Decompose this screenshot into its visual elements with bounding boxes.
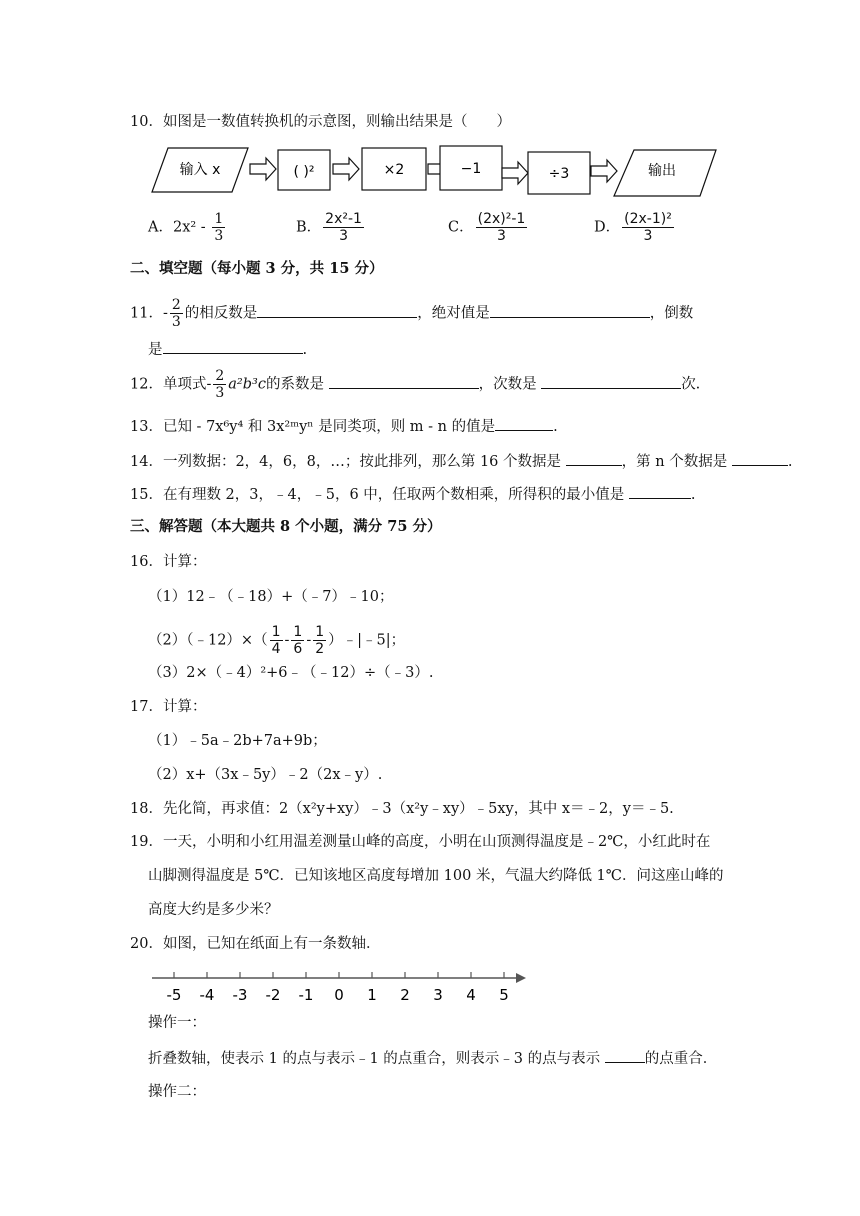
q17-part2: （2）x+（3x﹣5y）﹣2（2x﹣y）.	[148, 767, 383, 783]
number-line-tick-label: 4	[466, 986, 476, 1004]
q20-answer[interactable]	[605, 1048, 645, 1063]
number-line-arrow-icon	[516, 973, 526, 983]
q20-op1-line: 折叠数轴，使表示 1 的点与表示﹣1 的点重合，则表示﹣3 的点与表示 的点重合．	[148, 1048, 717, 1069]
div3-label: ÷3	[548, 166, 570, 182]
output-label: 输出	[648, 163, 676, 179]
q16-stem: 16．计算：	[130, 554, 207, 570]
number-line-tick-label: 0	[334, 986, 344, 1004]
q10-option-c: C． $\frac{\text{(2x)²-1}}{3}$	[448, 211, 526, 244]
q20-stem: 20．如图，已知在纸面上有一条数轴．	[130, 936, 381, 952]
q16-part3: （3）2×（﹣4）²+6﹣（﹣12）÷（﹣3）.	[148, 665, 434, 681]
q19-line2: 山脚测得温度是 5℃．已知该地区高度每增加 100 米，气温大约降低 1℃．问这座山峰的	[148, 868, 724, 884]
q14-line: 14．一列数据：2，4，6，8，…；按此排列，那么第 16 个数据是 ，第 n 个数据是 .	[130, 451, 792, 472]
q10-option-a: A．2x² - $\frac{1}{3}$	[148, 211, 224, 244]
q15-line: 15．在有理数 2，3，﹣4，﹣5，6 中，任取两个数相乘，所得积的最小值是 .	[130, 484, 696, 505]
number-line-tick-label: 3	[433, 986, 443, 1004]
q12-line: 12．单项式- $\frac{2}{3}$ a²b³c的系数是 ，次数是 次.	[130, 368, 701, 401]
q11-answer-3[interactable]	[163, 339, 303, 354]
q20-op2-title: 操作二：	[148, 1084, 206, 1100]
minus1-label: −1	[460, 161, 482, 177]
number-line-tick-label: 5	[499, 986, 509, 1004]
q10-option-b: B． $\frac{\text{2x²-1}}{3}$	[296, 211, 362, 244]
q12-answer-coef[interactable]	[329, 374, 479, 389]
q11-answer-1[interactable]	[257, 303, 417, 318]
q16-part1: （1）12﹣（﹣18）+（﹣7）﹣10；	[148, 589, 394, 605]
q10-stem: 10．如图是一数值转换机的示意图，则输出结果是（ ）	[130, 114, 511, 130]
q13-line: 13．已知 - 7x⁶y⁴ 和 3x²ᵐyⁿ 是同类项，则 m - n 的值是 .	[130, 416, 558, 437]
q18-line: 18．先化简，再求值：2（x²y+xy）﹣3（x²y﹣xy）﹣5xy，其中 x＝﹣2，y＝﹣5.	[130, 801, 674, 817]
number-line-tick-label: -5	[166, 986, 182, 1004]
q13-answer[interactable]	[495, 416, 553, 431]
input-label: 输入 x	[179, 162, 221, 178]
q20-op1-title: 操作一：	[148, 1015, 206, 1031]
square-label: ( )²	[293, 164, 315, 180]
q11-line1: 11．- $\frac{2}{3}$ 的相反数是 ，绝对值是 ，倒数	[130, 297, 694, 330]
q14-answer-1[interactable]	[566, 451, 622, 466]
number-line-tick-label: -3	[232, 986, 248, 1004]
q15-answer[interactable]	[629, 484, 691, 499]
section2-title: 二、填空题（每小题 3 分，共 15 分）	[130, 260, 384, 277]
q16-part2: （2）（﹣12）×（ $\frac{1}{4}$ - $\frac{1}{6}$ - $\frac{1}{2}$ ）﹣|﹣5|；	[148, 624, 406, 657]
q19-line1: 19．一天，小明和小红用温差测量山峰的高度，小明在山顶测得温度是﹣2℃，小红此时在	[130, 834, 711, 850]
q11-answer-2[interactable]	[490, 303, 650, 318]
q17-part1: （1）﹣5a﹣2b+7a+9b；	[148, 733, 327, 749]
q19-line3: 高度大约是多少米？	[148, 902, 279, 918]
number-line	[148, 966, 528, 1008]
number-line-tick-label: -1	[298, 986, 314, 1004]
number-line-tick-label: -2	[265, 986, 281, 1004]
q14-answer-2[interactable]	[732, 451, 788, 466]
q11-line2: 是 .	[148, 339, 307, 360]
number-line-tick-label: 2	[400, 986, 410, 1004]
conversion-flowchart	[150, 142, 720, 198]
q17-stem: 17．计算：	[130, 699, 207, 715]
number-line-tick-label: -4	[199, 986, 215, 1004]
q12-answer-degree[interactable]	[541, 374, 681, 389]
section3-title: 三、解答题（本大题共 8 个小题，满分 75 分）	[130, 518, 442, 535]
q10-option-d: D． $\frac{\text{(2x-1)²}}{3}$	[594, 211, 672, 244]
number-line-tick-label: 1	[367, 986, 377, 1004]
times2-label: ×2	[383, 162, 405, 178]
